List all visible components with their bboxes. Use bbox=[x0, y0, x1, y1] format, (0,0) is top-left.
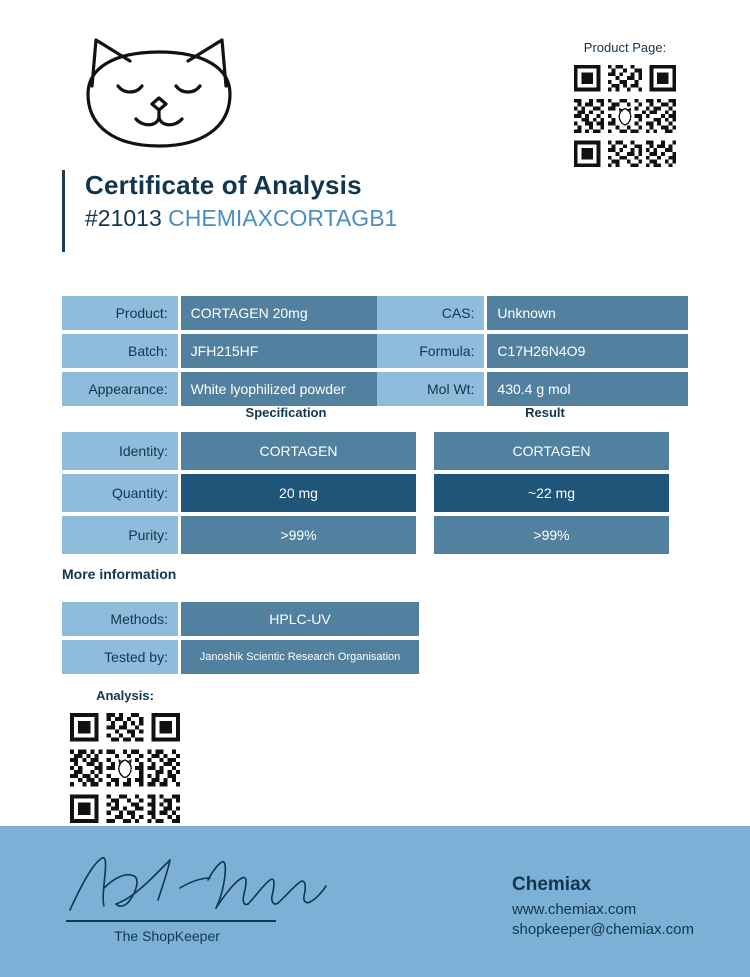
more-information-title: More information bbox=[62, 566, 177, 582]
table-row bbox=[62, 602, 419, 636]
product-details-right-table bbox=[377, 292, 688, 410]
company-website[interactable]: www.chemiax.com bbox=[512, 901, 637, 918]
analysis-label: Analysis: bbox=[96, 688, 154, 703]
spec-label-purity: Purity: bbox=[62, 516, 178, 554]
result-value-purity: >99% bbox=[434, 516, 669, 554]
detail-label-formula: Formula: bbox=[377, 334, 484, 368]
more-info-value-methods: HPLC-UV bbox=[181, 602, 419, 636]
company-name: Chemiax bbox=[512, 874, 592, 895]
signature-line bbox=[66, 920, 276, 922]
product-page-label: Product Page: bbox=[583, 40, 667, 55]
table-row bbox=[62, 334, 377, 368]
product-page-block bbox=[550, 40, 700, 171]
cell-gap bbox=[416, 432, 434, 470]
product-details-left-table bbox=[62, 292, 377, 410]
signature-name: The ShopKeeper bbox=[114, 928, 220, 944]
table-row bbox=[62, 432, 669, 470]
signature-image bbox=[58, 848, 328, 918]
analysis-block bbox=[64, 688, 186, 827]
detail-label-batch: Batch: bbox=[62, 334, 178, 368]
result-value-identity: CORTAGEN bbox=[434, 432, 669, 470]
cell-gap bbox=[416, 516, 434, 554]
table-row bbox=[62, 296, 377, 330]
more-info-label-tested-by: Tested by: bbox=[62, 640, 178, 674]
document-footer bbox=[0, 826, 750, 977]
page-title: Certificate of Analysis bbox=[85, 170, 362, 200]
table-row bbox=[377, 334, 688, 368]
table-row bbox=[62, 474, 669, 512]
detail-label-appearance: Appearance: bbox=[62, 372, 178, 406]
detail-value-product: CORTAGEN 20mg bbox=[181, 296, 377, 330]
spec-value-identity: CORTAGEN bbox=[181, 432, 416, 470]
spec-label-identity: Identity: bbox=[62, 432, 178, 470]
more-info-label-methods: Methods: bbox=[62, 602, 178, 636]
analysis-qr-code[interactable] bbox=[66, 709, 184, 827]
cell-gap bbox=[416, 474, 434, 512]
specification-result-headers bbox=[62, 405, 688, 420]
detail-value-appearance: White lyophilized powder bbox=[181, 372, 377, 406]
certificate-code: CHEMIAXCORTAGB1 bbox=[168, 205, 398, 231]
document-header bbox=[0, 0, 750, 180]
result-value-quantity: ~22 mg bbox=[434, 474, 669, 512]
column-header-result: Result bbox=[525, 405, 565, 420]
certificate-number-row bbox=[85, 205, 397, 232]
detail-label-molwt: Mol Wt: bbox=[377, 372, 484, 406]
table-row bbox=[62, 372, 377, 406]
more-info-value-tested-by: Janoshik Scientic Research Organisation bbox=[181, 640, 419, 674]
signature-block bbox=[58, 848, 328, 944]
table-row bbox=[62, 516, 669, 554]
cat-face-logo bbox=[74, 34, 244, 159]
column-header-specification: Specification bbox=[245, 405, 327, 420]
detail-value-formula: C17H26N4O9 bbox=[487, 334, 688, 368]
table-row bbox=[62, 640, 419, 674]
detail-value-molwt: 430.4 g mol bbox=[487, 372, 688, 406]
certificate-number: #21013 bbox=[85, 205, 162, 231]
detail-value-batch: JFH215HF bbox=[181, 334, 377, 368]
specification-result-section bbox=[62, 405, 688, 558]
title-block bbox=[62, 170, 397, 252]
more-information-table bbox=[62, 598, 419, 678]
table-row bbox=[377, 372, 688, 406]
spec-label-quantity: Quantity: bbox=[62, 474, 178, 512]
company-email[interactable]: shopkeeper@chemiax.com bbox=[512, 921, 694, 938]
spec-value-purity: >99% bbox=[181, 516, 416, 554]
product-details-section bbox=[62, 292, 688, 410]
table-row bbox=[377, 296, 688, 330]
specification-result-table bbox=[62, 428, 669, 558]
contact-block bbox=[512, 874, 694, 940]
detail-label-cas: CAS: bbox=[377, 296, 484, 330]
product-page-qr-code[interactable] bbox=[570, 61, 680, 171]
spec-value-quantity: 20 mg bbox=[181, 474, 416, 512]
detail-value-cas: Unknown bbox=[487, 296, 688, 330]
detail-label-product: Product: bbox=[62, 296, 178, 330]
